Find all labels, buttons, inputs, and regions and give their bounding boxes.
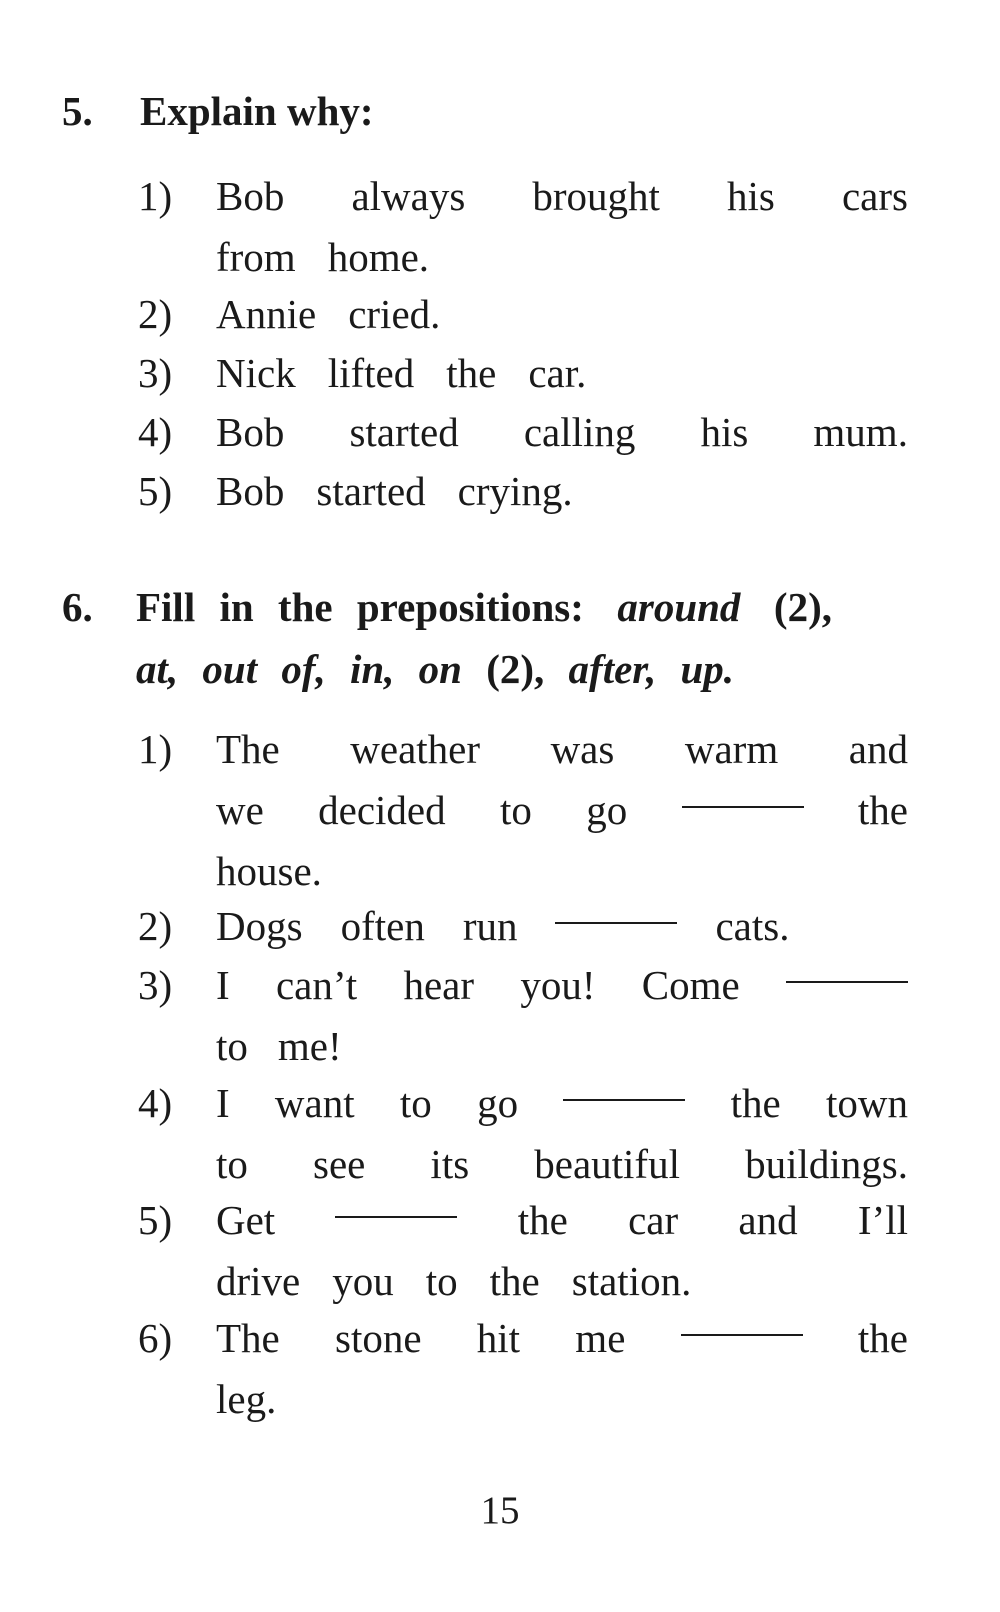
word: its (430, 1141, 470, 1187)
word: to (499, 787, 532, 833)
item-number: 3) (138, 962, 173, 1008)
exercise-6-title-plain-2: (2), (773, 584, 832, 630)
word: me (575, 1315, 626, 1361)
word: and (738, 1197, 798, 1243)
word: often (340, 903, 425, 949)
answer-blank[interactable] (555, 896, 677, 924)
word: the (489, 1258, 540, 1304)
exercise-5-number: 5. (62, 88, 93, 134)
answer-blank[interactable] (786, 955, 908, 983)
word: Annie (216, 291, 317, 337)
exercise-6-title-italic-1: around (617, 584, 741, 630)
word: we (216, 787, 264, 833)
word: Bob (216, 468, 285, 514)
word: weather (350, 726, 481, 772)
word: you! (520, 962, 596, 1008)
word: his (700, 409, 749, 455)
item-number: 5) (138, 1197, 173, 1243)
word: brought (532, 173, 660, 219)
word: the (446, 350, 497, 396)
word: the (857, 1315, 908, 1361)
exercise6-item (138, 1308, 908, 1430)
item-number: 4) (138, 1080, 173, 1126)
word: me! (277, 1023, 342, 1069)
word: warm (684, 726, 779, 772)
exercise6-item (138, 955, 908, 1077)
exercise-6-title-plain-1: Fill in the prepositions: (136, 584, 584, 630)
answer-blank[interactable] (682, 780, 804, 808)
word: I (216, 962, 230, 1008)
item-line (216, 896, 908, 957)
item-line (216, 719, 908, 780)
word: crying. (457, 468, 573, 514)
exercise-6-number: 6. (62, 584, 93, 630)
exercise-6-heading (62, 576, 912, 700)
exercise6-item (138, 896, 908, 957)
exercise-5-title: Explain why: (140, 88, 374, 134)
word: I’ll (857, 1197, 908, 1243)
exercise-5-heading (62, 80, 912, 142)
item-line (216, 955, 908, 1016)
item-number: 3) (138, 350, 173, 396)
word: Get (216, 1197, 276, 1243)
item-line (216, 841, 908, 902)
word: The (216, 726, 280, 772)
word: car. (528, 350, 587, 396)
answer-blank[interactable] (335, 1190, 457, 1218)
item-line (216, 227, 908, 288)
item-number: 2) (138, 903, 173, 949)
item-line (216, 166, 908, 227)
exercise5-item (138, 284, 908, 345)
word: started (316, 468, 426, 514)
word: town (825, 1080, 908, 1126)
item-line (216, 1308, 908, 1369)
word: was (550, 726, 615, 772)
item-number: 5) (138, 468, 173, 514)
word: stone (334, 1315, 422, 1361)
word: want (274, 1080, 355, 1126)
exercise5-item (138, 461, 908, 522)
word: go (586, 787, 628, 833)
word: leg. (216, 1376, 277, 1422)
item-number: 2) (138, 291, 173, 337)
word: cried. (348, 291, 441, 337)
word: drive (216, 1258, 301, 1304)
word: you (332, 1258, 394, 1304)
word: Come (641, 962, 740, 1008)
exercise6-item (138, 1073, 908, 1195)
word: run (462, 903, 518, 949)
exercise5-item (138, 402, 908, 463)
word: go (477, 1080, 519, 1126)
item-line (216, 1134, 908, 1195)
word: the (730, 1080, 781, 1126)
item-line (216, 1016, 908, 1077)
word: and (848, 726, 908, 772)
word: buildings. (745, 1141, 908, 1187)
word: Bob (216, 173, 285, 219)
word: his (727, 173, 775, 219)
word: decided (318, 787, 446, 833)
answer-blank[interactable] (681, 1308, 803, 1336)
item-number: 4) (138, 409, 173, 455)
word: house. (216, 848, 322, 894)
word: can’t (275, 962, 358, 1008)
word: always (351, 173, 466, 219)
word: mum. (813, 409, 908, 455)
item-number: 1) (138, 173, 173, 219)
word: to (399, 1080, 432, 1126)
word: beautiful (534, 1141, 680, 1187)
word: calling (523, 409, 636, 455)
item-line (216, 461, 908, 522)
word: hear (403, 962, 475, 1008)
exercise-6-title-italic-2: at, out of, in, on (136, 646, 462, 692)
word: see (312, 1141, 366, 1187)
item-line (216, 1369, 908, 1430)
word: lifted (327, 350, 415, 396)
word: station. (571, 1258, 692, 1304)
answer-blank[interactable] (563, 1073, 685, 1101)
word: Nick (216, 350, 296, 396)
word: cars (841, 173, 908, 219)
item-line (216, 1190, 908, 1251)
item-line (216, 780, 908, 841)
word: to (216, 1141, 248, 1187)
word: The (216, 1315, 280, 1361)
word: Bob (216, 409, 285, 455)
exercise5-item (138, 343, 908, 404)
word: started (349, 409, 459, 455)
exercise-6-title-italic-3: after, up. (568, 646, 735, 692)
word: home. (327, 234, 430, 280)
word: Dogs (216, 903, 303, 949)
item-line (216, 402, 908, 463)
exercise6-item (138, 1190, 908, 1312)
word: the (857, 787, 908, 833)
item-number: 1) (138, 726, 173, 772)
word: hit (476, 1315, 521, 1361)
word: car (628, 1197, 679, 1243)
item-number: 6) (138, 1315, 173, 1361)
word: from (216, 234, 296, 280)
word: cats. (715, 903, 790, 949)
exercise-6-title-plain-3: (2), (486, 646, 545, 692)
exercise6-item (138, 719, 908, 902)
item-line (216, 284, 908, 345)
word: to (216, 1023, 248, 1069)
item-line (216, 1251, 908, 1312)
word: I (216, 1080, 230, 1126)
page-number: 15 (480, 1489, 520, 1532)
item-line (216, 1073, 908, 1134)
exercise5-item (138, 166, 908, 288)
word: to (425, 1258, 458, 1304)
item-line (216, 343, 908, 404)
word: the (517, 1197, 568, 1243)
